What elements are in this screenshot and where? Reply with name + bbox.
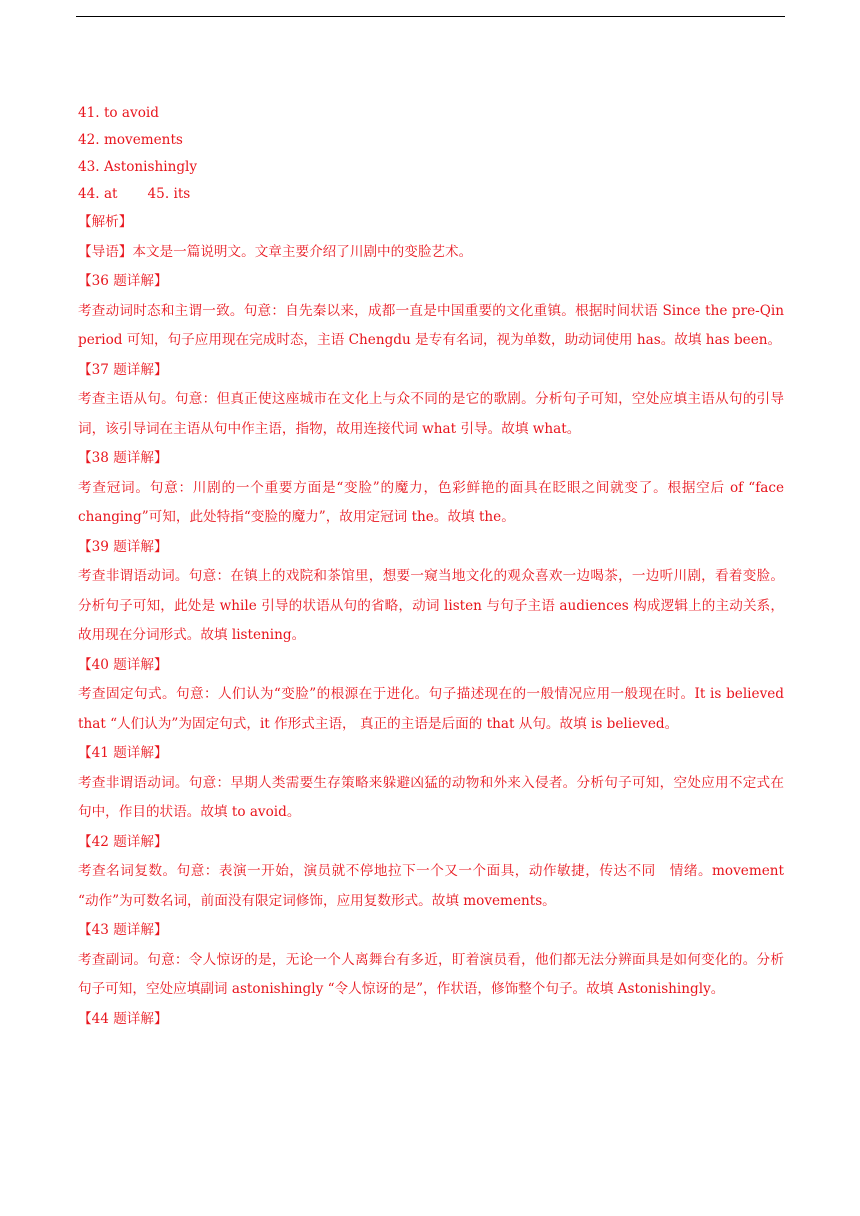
answer-text: movements [103, 132, 183, 148]
explanation-body-37: 考查主语从句。句意：但真正使这座城市在文化上与众不同的是它的歌剧。分析句子可知，空处应填主语从句的引导词，该引导词在主语从句中作主语，指物，故用连接代词 what 引导。故填 what。 [78, 391, 784, 437]
explanation-body-39: 考查非谓语动词。句意：在镇上的戏院和茶馆里，想要一窥当地文化的观众喜欢一边喝茶，一边听川剧，看着变脸。分析句子可知，此处是 while 引导的状语从句的省略，动词 listen 与句子主语 audiences 构成逻辑上的主动关系，故用现在分词形式。故填 listening。 [78, 568, 784, 643]
explanation-heading-37: 【37 题详解】 [78, 361, 168, 378]
explanation-body-43: 考查副词。句意：令人惊讶的是，无论一个人离舞台有多近，盯着演员看，他们都无法分辨面具是如何变化的。分析句子可知，空处应填副词 astonishingly “令人惊讶的是”，作状语，修饰整个句子。故填 Astonishingly。 [78, 951, 784, 997]
answer-text: to avoid [103, 105, 159, 121]
explanation-body-41: 考查非谓语动词。句意：早期人类需要生存策略来躲避凶猛的动物和外来入侵者。分析句子可知，空处应用不定式在句中，作目的状语。故填 to avoid。 [78, 774, 784, 820]
answer-number: 43. [78, 159, 100, 175]
answer-text: its [173, 186, 191, 202]
answer-41 [78, 100, 784, 127]
explanation-heading-44: 【44 题详解】 [78, 1010, 168, 1027]
explanation-body-40: 考查固定句式。句意：人们认为“变脸”的根源在于进化。句子描述现在的一般情况应用一般现在时。It is believed that “人们认为”为固定句式，it 作形式主语， 真正的主语是后面的 that 从句。故填 is believed。 [78, 686, 784, 732]
explanation-body-38: 考查冠词。句意：川剧的一个重要方面是“变脸”的魔力，色彩鲜艳的面具在眨眼之间就变了。根据空后 of “face changing”可知，此处特指“变脸的魔力”，故用定冠词 the。故填 the。 [78, 479, 784, 525]
answer-text: Astonishingly [103, 159, 198, 175]
explanation-heading-41: 【41 题详解】 [78, 745, 168, 761]
answer-43 [78, 154, 784, 181]
answer-number: 42. [78, 132, 100, 148]
explanation-heading-43: 【43 题详解】 [78, 922, 168, 938]
explanation-body-42: 考查名词复数。句意：表演一开始，演员就不停地拉下一个又一个面具，动作敏捷，传达不同 情绪。movement “动作”为可数名词，前面没有限定词修饰，应用复数形式。故填 movements。 [78, 863, 784, 909]
answer-section [78, 100, 784, 1034]
answer-text: at [103, 186, 118, 202]
explanation-heading-39: 【39 题详解】 [78, 538, 168, 555]
answer-42 [78, 127, 784, 154]
explanation-heading-42: 【42 题详解】 [78, 833, 168, 850]
analysis-label: 【解析】 [78, 214, 133, 230]
explanation-body-36: 考查动词时态和主谓一致。句意：自先秦以来，成都一直是中国重要的文化重镇。根据时间状语 Since the pre-Qin period 可知，句子应用现在完成时态，主语 Chengdu 是专有名词，视为单数，助动词使用 has。故填 has been。 [78, 302, 784, 348]
explanation-heading-38: 【38 题详解】 [78, 450, 168, 466]
answer-44-45 [78, 181, 784, 208]
explanation-heading-36: 【36 题详解】 [78, 273, 168, 289]
answer-number: 44. [78, 186, 100, 202]
intro-text: 本文是一篇说明文。文章主要介绍了川剧中的变脸艺术。 [132, 243, 473, 260]
intro-label: 【导语】 [78, 243, 133, 260]
header-rule [76, 16, 785, 17]
intro-line [78, 238, 784, 268]
answer-number: 45. [147, 186, 170, 202]
explanation-heading-40: 【40 题详解】 [78, 656, 168, 673]
answer-number: 41. [78, 105, 100, 121]
